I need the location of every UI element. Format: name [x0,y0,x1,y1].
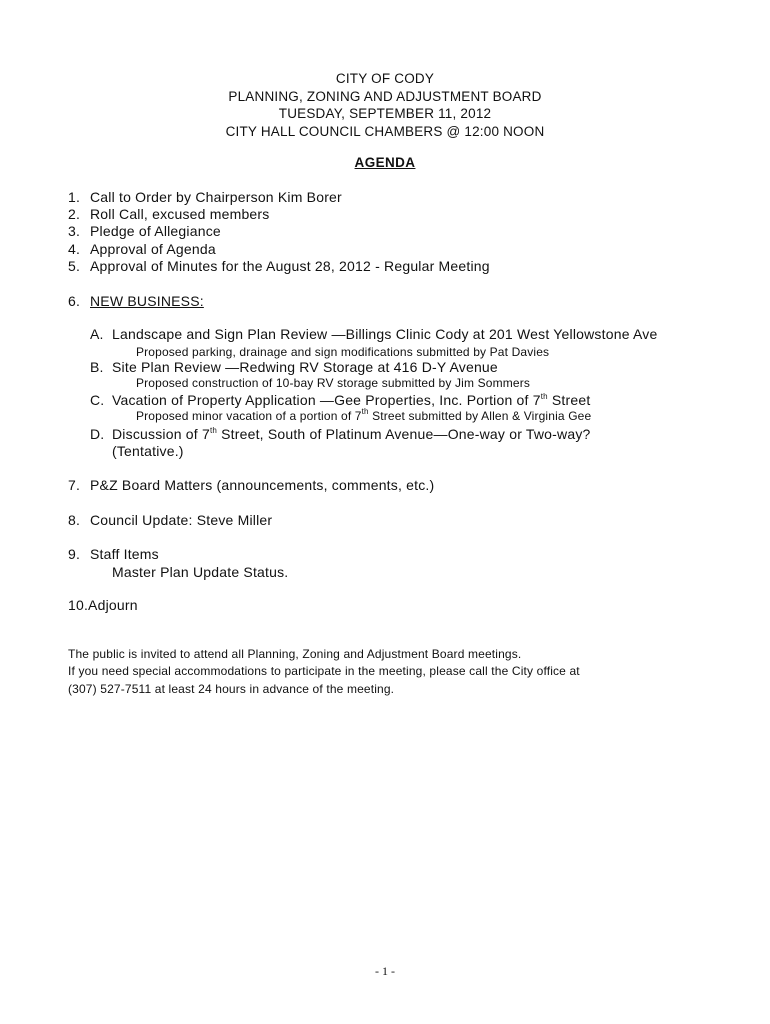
item-text: Approval of Minutes for the August 28, 2012 - Regular Meeting [90,257,490,274]
subitem-d [90,426,591,442]
subitem-d-tentative: (Tentative.) [112,443,184,459]
item-number: 3. [68,223,81,240]
subitem-a-note: Proposed parking, drainage and sign modifications submitted by Pat Davies [136,345,550,359]
item-number: 7. [68,477,81,493]
subitem-c-note [136,409,591,423]
ordinal-suffix: th [540,392,548,401]
list-item [68,241,490,258]
item-text: Council Update: Steve Miller [90,512,273,528]
subitem-letter: C. [90,392,105,408]
subitem-c [90,392,590,408]
item-number: 8. [68,512,81,528]
subitem-text: Landscape and Sign Plan Review —Billings Clinic Cody at 201 West Yellowstone Ave [112,326,658,342]
note-text-end: Street submitted by Allen & Virginia Gee [368,409,592,423]
header-date: TUESDAY, SEPTEMBER 11, 2012 [278,106,492,121]
agenda-title: AGENDA [354,155,416,170]
list-item [68,206,490,223]
subitem-text-end: Street [547,392,591,408]
subitem-letter: B. [90,359,104,375]
agenda-item-10: 10.Adjourn [68,597,138,613]
notice-line: If you need special accommodations to participate in the meeting, please call the City office at [68,664,580,679]
agenda-item-9-sub: Master Plan Update Status. [112,564,289,580]
header-board: PLANNING, ZONING AND ADJUSTMENT BOARD [228,88,542,104]
subitem-text: Vacation of Property Application —Gee Properties, Inc. Portion of 7 [112,392,541,408]
agenda-item-8 [68,512,272,528]
new-business-heading [68,293,204,309]
item-text: Pledge of Allegiance [90,223,221,240]
item-text: Approval of Agenda [90,240,216,257]
list-item [68,223,490,240]
notice-line: (307) 527-7511 at least 24 hours in advance of the meeting. [68,681,395,696]
item-text: Staff Items [90,546,159,562]
item-number: 6. [68,293,81,309]
item-number: 1. [68,189,81,205]
item-text: P&Z Board Matters (announcements, comments, etc.) [90,477,435,493]
subitem-text: Site Plan Review —Redwing RV Storage at 416 D-Y Avenue [112,359,498,375]
note-text: Proposed minor vacation of a portion of 7 [136,409,362,423]
item-number: 5. [68,257,81,274]
ordinal-suffix: th [361,407,369,416]
subitem-letter: A. [90,326,104,342]
list-item [68,189,490,206]
notice-line: The public is invited to attend all Planning, Zoning and Adjustment Board meetings. [68,647,522,661]
header-city: CITY OF CODY [335,71,435,86]
subitem-text: Discussion of 7 [112,426,210,442]
new-business-title: NEW BUSINESS: [90,293,204,309]
header-location: CITY HALL COUNCIL CHAMBERS @ 12:00 NOON [225,123,545,139]
agenda-item-7 [68,477,434,493]
agenda-item-9 [68,546,159,562]
item-number: 2. [68,206,81,223]
subitem-b [90,359,498,375]
ordinal-suffix: th [209,426,218,435]
item-text: Call to Order by Chairperson Kim Borer [90,189,342,205]
page-number: - 1 - [375,964,395,978]
agenda-list [68,189,490,275]
item-number: 4. [68,240,81,257]
subitem-b-note: Proposed construction of 10-bay RV storage submitted by Jim Sommers [136,376,531,390]
subitem-a [90,326,657,342]
document-header [0,70,770,140]
list-item [68,258,490,275]
subitem-text-end: Street, South of Platinum Avenue—One-way or Two-way? [217,426,591,442]
public-notice [68,646,580,698]
subitem-letter: D. [90,426,105,442]
item-text: Roll Call, excused members [90,206,270,223]
item-number: 9. [68,546,81,562]
